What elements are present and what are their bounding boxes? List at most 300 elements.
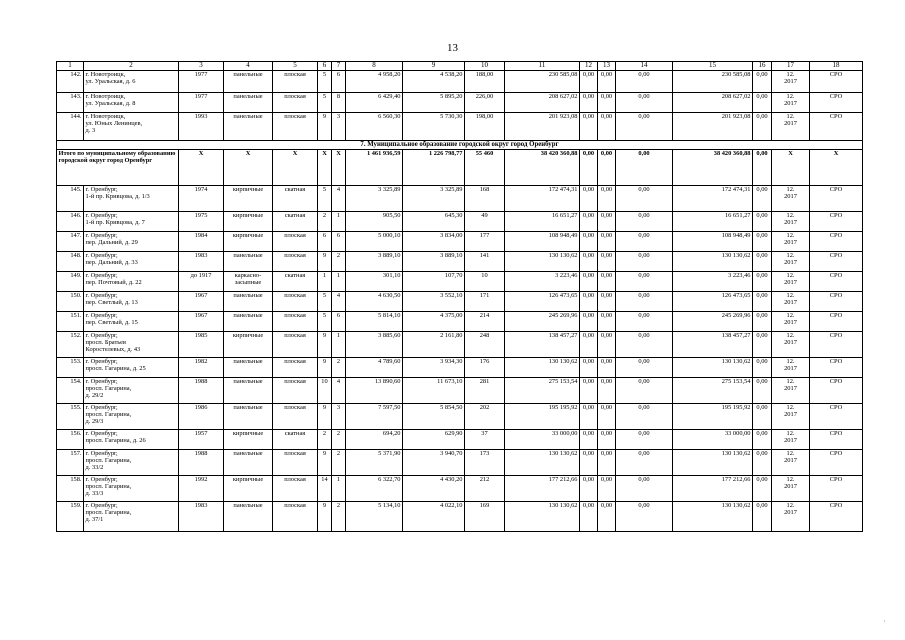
repair-method: СРО: [810, 358, 863, 378]
table-row: [57, 232, 863, 252]
table-row: [57, 450, 863, 476]
completion-term-line: 12.: [786, 113, 795, 120]
living-area: 3 834,00: [403, 232, 465, 252]
completion-term: [772, 113, 810, 141]
wall-material: панельные: [224, 252, 273, 272]
wall-material: панельные: [224, 450, 273, 476]
wall-material: панельные: [224, 113, 273, 141]
row-number: 145.: [57, 186, 84, 212]
repair-method: СРО: [810, 476, 863, 502]
col-13: 0,00: [598, 232, 616, 252]
address: [84, 312, 179, 332]
address: [84, 502, 179, 532]
col-12: 0,00: [580, 450, 598, 476]
completion-term-line: 2017: [784, 78, 797, 85]
build-year: 1986: [179, 404, 224, 430]
residents: 173: [465, 450, 505, 476]
col-14: 0,00: [616, 378, 673, 404]
col-15: 3 223,46: [673, 272, 753, 292]
address: [84, 378, 179, 404]
col-14: 0,00: [616, 502, 673, 532]
living-area: 3 552,10: [403, 292, 465, 312]
repair-method: СРО: [810, 404, 863, 430]
address-line: г. Оренбург,: [85, 502, 118, 509]
repair-cost: 130 130,62: [505, 252, 580, 272]
address-line: г. Новотроицк,: [85, 113, 126, 120]
repair-method: СРО: [810, 378, 863, 404]
completion-term-line: 12.: [786, 450, 795, 457]
roof-type: плоская: [273, 232, 318, 252]
column-number: 11: [505, 62, 580, 71]
floors: 9: [318, 358, 332, 378]
repair-cost: 16 651,27: [505, 212, 580, 232]
column-number: 6: [318, 62, 332, 71]
build-year: 1967: [179, 292, 224, 312]
address-line: д. 29/2: [85, 392, 104, 399]
table-row: [57, 93, 863, 113]
completion-term: [772, 476, 810, 502]
address: [84, 113, 179, 141]
floors: 5: [318, 93, 332, 113]
col-14: 0,00: [616, 404, 673, 430]
residents: 198,00: [465, 113, 505, 141]
col-16: 0,00: [753, 450, 772, 476]
address-line: Коростелевых, д. 43: [85, 346, 141, 353]
address-line: пер. Дальний, д. 29: [85, 239, 138, 246]
roof-type: плоская: [273, 71, 318, 93]
col-15: 230 585,08: [673, 71, 753, 93]
table-row: [57, 71, 863, 93]
wall-material: панельные: [224, 93, 273, 113]
residents: 141: [465, 252, 505, 272]
build-year: 1957: [179, 430, 224, 450]
repair-cost: 275 153,54: [505, 378, 580, 404]
col-16: 0,00: [753, 430, 772, 450]
residents: 177: [465, 232, 505, 252]
completion-term-line: 2017: [784, 319, 797, 326]
address-line: г. Оренбург,: [85, 292, 118, 299]
floors: 10: [318, 378, 332, 404]
column-number: 3: [179, 62, 224, 71]
col-14: 0,00: [616, 113, 673, 141]
address-line: д. 33/3: [85, 490, 104, 497]
row-number: 152.: [57, 332, 84, 358]
total-label: Итого по муниципальному образованию городской округ город Оренбург: [57, 150, 179, 186]
col-12: 0,00: [580, 252, 598, 272]
col-14: 0,00: [616, 430, 673, 450]
roof-type: скатная: [273, 272, 318, 292]
col-13: 0,00: [598, 430, 616, 450]
col-16: 0,00: [753, 186, 772, 212]
col-15: 126 473,65: [673, 292, 753, 312]
completion-term-line: 12.: [786, 252, 795, 259]
wall-material-line: каркасно-: [234, 272, 262, 279]
total-x: X: [332, 150, 346, 186]
col-14: 0,00: [616, 93, 673, 113]
roof-type: плоская: [273, 378, 318, 404]
residents: 188,00: [465, 71, 505, 93]
completion-term-line: 2017: [784, 279, 797, 286]
repair-method: СРО: [810, 430, 863, 450]
completion-term: [772, 292, 810, 312]
completion-term: [772, 312, 810, 332]
completion-term-line: 12.: [786, 272, 795, 279]
floors: 5: [318, 292, 332, 312]
completion-term: [772, 430, 810, 450]
address: [84, 272, 179, 292]
row-number: 157.: [57, 450, 84, 476]
col-12: 0,00: [580, 71, 598, 93]
total-col-12: 0,00: [580, 150, 598, 186]
col-12: 0,00: [580, 378, 598, 404]
row-number: 154.: [57, 378, 84, 404]
col-12: 0,00: [580, 430, 598, 450]
address: [84, 186, 179, 212]
address-line: просп. Гагарина,: [85, 457, 132, 464]
floors: 6: [318, 232, 332, 252]
column-number: 1: [57, 62, 84, 71]
completion-term: [772, 502, 810, 532]
wall-material: кирпичные: [224, 430, 273, 450]
col-12: 0,00: [580, 93, 598, 113]
address-line: просп. Гагарина, д. 25: [85, 365, 146, 372]
total-area: 5 814,10: [346, 312, 403, 332]
repair-cost: 3 223,46: [505, 272, 580, 292]
address-line: пер. Почтовый, д. 22: [85, 279, 142, 286]
col-12: 0,00: [580, 502, 598, 532]
row-number: 147.: [57, 232, 84, 252]
address: [84, 450, 179, 476]
housing-registry-table: [56, 61, 863, 532]
col-13: 0,00: [598, 312, 616, 332]
col-12: 0,00: [580, 186, 598, 212]
col-15: 177 212,66: [673, 476, 753, 502]
completion-term-line: 12.: [786, 378, 795, 385]
completion-term-line: 2017: [784, 120, 797, 127]
living-area: 11 673,10: [403, 378, 465, 404]
residents: 226,00: [465, 93, 505, 113]
col-15: 130 130,62: [673, 252, 753, 272]
roof-type: плоская: [273, 404, 318, 430]
build-year: 1974: [179, 186, 224, 212]
col-15: 108 948,49: [673, 232, 753, 252]
total-col-15: 38 420 360,88: [673, 150, 753, 186]
col-12: 0,00: [580, 404, 598, 430]
row-number: 153.: [57, 358, 84, 378]
completion-term: [772, 186, 810, 212]
table-row: [57, 212, 863, 232]
completion-term-line: 2017: [784, 100, 797, 107]
completion-term-line: 12.: [786, 312, 795, 319]
address: [84, 212, 179, 232]
floors: 9: [318, 113, 332, 141]
completion-term-line: 12.: [786, 186, 795, 193]
total-area: 4 958,20: [346, 71, 403, 93]
address-line: г. Оренбург,: [85, 332, 118, 339]
completion-term: [772, 212, 810, 232]
living-area: 5 730,30: [403, 113, 465, 141]
column-number: 5: [273, 62, 318, 71]
wall-material-line: засыпные: [234, 279, 262, 286]
repair-cost: 130 130,62: [505, 450, 580, 476]
col-16: 0,00: [753, 332, 772, 358]
entrances: 6: [332, 312, 346, 332]
address: [84, 404, 179, 430]
row-number: 155.: [57, 404, 84, 430]
roof-type: скатная: [273, 212, 318, 232]
repair-method: СРО: [810, 113, 863, 141]
address-line: ул. Уральская, д. 6: [85, 78, 136, 85]
completion-term-line: 2017: [784, 299, 797, 306]
floors: 2: [318, 212, 332, 232]
build-year: 1977: [179, 71, 224, 93]
row-number: 148.: [57, 252, 84, 272]
address: [84, 430, 179, 450]
row-number: 156.: [57, 430, 84, 450]
column-number: 12: [580, 62, 598, 71]
floors: 9: [318, 502, 332, 532]
address: [84, 71, 179, 93]
total-x: X: [273, 150, 318, 186]
col-15: 245 269,96: [673, 312, 753, 332]
row-number: 149.: [57, 272, 84, 292]
entrances: 1: [332, 476, 346, 502]
completion-term-line: 12.: [786, 232, 795, 239]
col-16: 0,00: [753, 71, 772, 93]
wall-material: кирпичные: [224, 332, 273, 358]
roof-type: плоская: [273, 113, 318, 141]
address-line: 1-й пр. Кривцова, д. 1/3: [85, 193, 150, 200]
build-year: 1985: [179, 332, 224, 358]
col-12: 0,00: [580, 476, 598, 502]
row-number: 158.: [57, 476, 84, 502]
address-line: г. Оренбург,: [85, 272, 118, 279]
address-line: д. 29/3: [85, 418, 104, 425]
col-13: 0,00: [598, 378, 616, 404]
repair-cost: 126 473,65: [505, 292, 580, 312]
completion-term-line: 12.: [786, 476, 795, 483]
address-line: г. Оренбург,: [85, 232, 118, 239]
column-number: 15: [673, 62, 753, 71]
wall-material: кирпичные: [224, 476, 273, 502]
col-16: 0,00: [753, 292, 772, 312]
table-row: [57, 272, 863, 292]
total-col-13: 0,00: [598, 150, 616, 186]
roof-type: плоская: [273, 476, 318, 502]
col-13: 0,00: [598, 502, 616, 532]
address-line: 1-й пр. Кривцова, д. 7: [85, 219, 145, 226]
completion-term: [772, 232, 810, 252]
total-x: X: [224, 150, 273, 186]
completion-term-line: 2017: [784, 259, 797, 266]
total-area: 6 322,70: [346, 476, 403, 502]
address-line: пер. Светлый, д. 15: [85, 319, 138, 326]
repair-cost: 177 212,66: [505, 476, 580, 502]
wall-material: панельные: [224, 71, 273, 93]
address-line: г. Оренбург,: [85, 430, 118, 437]
table-row: [57, 332, 863, 358]
col-14: 0,00: [616, 312, 673, 332]
col-13: 0,00: [598, 332, 616, 358]
table-row: [57, 186, 863, 212]
address-line: просп. Гагарина, д. 26: [85, 437, 146, 444]
build-year: 1977: [179, 93, 224, 113]
entrances: 8: [332, 93, 346, 113]
repair-method: СРО: [810, 272, 863, 292]
total-area: 301,10: [346, 272, 403, 292]
floors: 9: [318, 404, 332, 430]
completion-term: [772, 252, 810, 272]
col-14: 0,00: [616, 292, 673, 312]
table-row: [57, 502, 863, 532]
page-number: 13: [447, 42, 458, 54]
repair-cost: 172 474,31: [505, 186, 580, 212]
col-13: 0,00: [598, 272, 616, 292]
entrances: 2: [332, 252, 346, 272]
living-area: 3 889,10: [403, 252, 465, 272]
total-living-area: 1 226 798,77: [403, 150, 465, 186]
entrances: 2: [332, 358, 346, 378]
col-16: 0,00: [753, 358, 772, 378]
wall-material: панельные: [224, 378, 273, 404]
repair-method: СРО: [810, 232, 863, 252]
address: [84, 332, 179, 358]
residents: 281: [465, 378, 505, 404]
residents: 248: [465, 332, 505, 358]
entrances: 6: [332, 71, 346, 93]
residents: 10: [465, 272, 505, 292]
living-area: 2 161,80: [403, 332, 465, 358]
living-area: 3 934,30: [403, 358, 465, 378]
completion-term-line: 2017: [784, 219, 797, 226]
entrances: 1: [332, 212, 346, 232]
column-number: 18: [810, 62, 863, 71]
floors: 9: [318, 332, 332, 358]
address: [84, 93, 179, 113]
address-line: пер. Дальний, д. 33: [85, 259, 138, 266]
col-14: 0,00: [616, 476, 673, 502]
column-number: 9: [403, 62, 465, 71]
total-area: 13 890,60: [346, 378, 403, 404]
total-area: 4 630,50: [346, 292, 403, 312]
repair-cost: 208 627,02: [505, 93, 580, 113]
section-title: 7. Муниципальное образование городской округ город Оренбург: [57, 141, 863, 150]
completion-term: [772, 358, 810, 378]
entrances: 4: [332, 292, 346, 312]
row-number: 146.: [57, 212, 84, 232]
wall-material: панельные: [224, 358, 273, 378]
total-area: 7 597,50: [346, 404, 403, 430]
col-16: 0,00: [753, 404, 772, 430]
completion-term-line: 2017: [784, 483, 797, 490]
housing-registry-sheet: [56, 61, 862, 532]
roof-type: плоская: [273, 332, 318, 358]
col-14: 0,00: [616, 212, 673, 232]
roof-type: плоская: [273, 358, 318, 378]
table-row: [57, 312, 863, 332]
completion-term-line: 12.: [786, 93, 795, 100]
col-12: 0,00: [580, 358, 598, 378]
col-16: 0,00: [753, 232, 772, 252]
roof-type: плоская: [273, 312, 318, 332]
repair-cost: 230 585,08: [505, 71, 580, 93]
section-title-row: [57, 141, 863, 150]
address-line: просп. Гагарина,: [85, 483, 132, 490]
address-line: г. Оренбург,: [85, 378, 118, 385]
col-14: 0,00: [616, 272, 673, 292]
roof-type: плоская: [273, 502, 318, 532]
total-area: 5 134,10: [346, 502, 403, 532]
col-15: 275 153,54: [673, 378, 753, 404]
living-area: 5 895,20: [403, 93, 465, 113]
col-12: 0,00: [580, 113, 598, 141]
completion-term-line: 12.: [786, 502, 795, 509]
col-14: 0,00: [616, 358, 673, 378]
build-year: 1982: [179, 358, 224, 378]
living-area: 4 538,20: [403, 71, 465, 93]
col-16: 0,00: [753, 272, 772, 292]
row-number: 151.: [57, 312, 84, 332]
build-year: 1988: [179, 378, 224, 404]
repair-cost: 130 130,62: [505, 358, 580, 378]
col-13: 0,00: [598, 404, 616, 430]
col-15: 16 651,27: [673, 212, 753, 232]
total-cost: 38 420 360,88: [505, 150, 580, 186]
col-16: 0,00: [753, 113, 772, 141]
col-16: 0,00: [753, 212, 772, 232]
repair-cost: 201 923,08: [505, 113, 580, 141]
entrances: 2: [332, 502, 346, 532]
address-line: г. Оренбург,: [85, 358, 118, 365]
repair-method: СРО: [810, 292, 863, 312]
address-line: просп. Братьев: [85, 339, 127, 346]
address: [84, 358, 179, 378]
total-x: X: [772, 150, 810, 186]
completion-term-line: 2017: [784, 239, 797, 246]
entrances: 1: [332, 332, 346, 358]
column-number: 17: [772, 62, 810, 71]
table-body: [57, 62, 863, 532]
col-16: 0,00: [753, 378, 772, 404]
living-area: 4 375,00: [403, 312, 465, 332]
col-16: 0,00: [753, 93, 772, 113]
roof-type: скатная: [273, 186, 318, 212]
entrances: 4: [332, 186, 346, 212]
build-year: 1988: [179, 450, 224, 476]
total-area: 5 371,90: [346, 450, 403, 476]
address: [84, 252, 179, 272]
address-line: г. Оренбург,: [85, 404, 118, 411]
table-row: [57, 358, 863, 378]
completion-term-line: 2017: [784, 437, 797, 444]
roof-type: плоская: [273, 292, 318, 312]
completion-term: [772, 378, 810, 404]
wall-material: кирпичные: [224, 186, 273, 212]
floors: 5: [318, 71, 332, 93]
total-area: 905,50: [346, 212, 403, 232]
living-area: 4 022,10: [403, 502, 465, 532]
roof-type: плоская: [273, 93, 318, 113]
col-12: 0,00: [580, 212, 598, 232]
col-13: 0,00: [598, 212, 616, 232]
col-13: 0,00: [598, 93, 616, 113]
completion-term-line: 12.: [786, 358, 795, 365]
repair-method: СРО: [810, 252, 863, 272]
address: [84, 476, 179, 502]
col-15: 130 130,62: [673, 358, 753, 378]
address-line: ул. Юных Ленинцев,: [85, 120, 143, 127]
floors: 2: [318, 430, 332, 450]
